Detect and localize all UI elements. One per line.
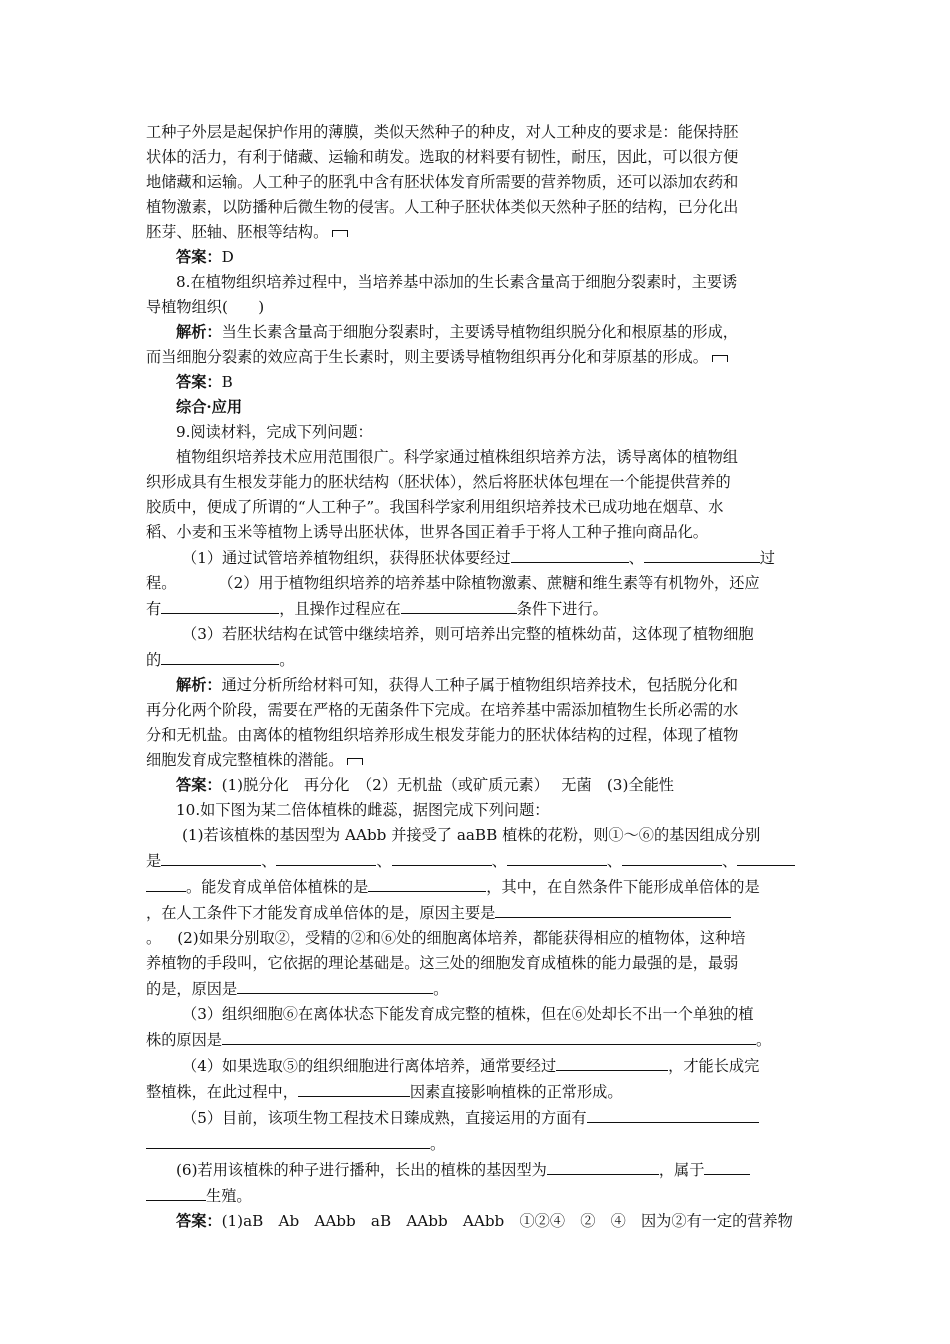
question-9-part-2 bbox=[146, 571, 808, 596]
question-10-part-2-line: 养植物的手段叫，它依据的理论基础是。这三处的细胞发育成植株的能力最强的是，最弱 bbox=[146, 954, 739, 972]
answer-blank[interactable] bbox=[704, 1157, 750, 1175]
answer-blank[interactable] bbox=[737, 848, 795, 866]
question-9-part-3: （3）若胚状结构在试管中继续培养，则可培养出完整的植株幼苗，这体现了植物细胞 bbox=[182, 625, 754, 643]
explanation-label: 解析： bbox=[176, 676, 222, 694]
material-line: 植物组织培养技术应用范围很广。科学家通过植株组织培养方法，诱导离体的植物组 bbox=[176, 448, 738, 466]
question-text: 的 bbox=[146, 651, 162, 669]
question-text: 。 bbox=[146, 929, 162, 947]
question-10-part-2 bbox=[146, 926, 808, 951]
question-10-part-3-line bbox=[146, 1027, 808, 1053]
question-text: 。 bbox=[755, 1031, 772, 1049]
question-9-part-3-line bbox=[146, 647, 808, 673]
answer-blank[interactable] bbox=[495, 900, 731, 918]
answer-value: D bbox=[221, 248, 234, 266]
answer-blank[interactable] bbox=[161, 647, 279, 665]
question-10-part-1-line bbox=[146, 848, 808, 874]
question-text: 。 bbox=[430, 1135, 446, 1153]
answer-blank[interactable] bbox=[547, 1157, 659, 1175]
answer-blank[interactable] bbox=[392, 848, 492, 866]
question-10-part-1: (1)若该植株的基因型为 AAbb 并接受了 aaBB 植株的花粉，则①～⑥的基因组成分别 bbox=[182, 826, 761, 844]
question-text: 整植株，在此过程中， bbox=[146, 1083, 298, 1101]
answer-blank[interactable] bbox=[587, 1105, 759, 1123]
question-text: 。 bbox=[279, 651, 295, 669]
explanation-9 bbox=[146, 673, 808, 698]
question-text: 条件下进行。 bbox=[516, 600, 608, 618]
answer-label: 答案： bbox=[176, 1212, 222, 1230]
question-9-part-1 bbox=[146, 545, 808, 571]
question-10-part-5-line bbox=[146, 1131, 808, 1157]
question-text: 生殖。 bbox=[206, 1187, 252, 1205]
paragraph-line: 地储藏和运输。人工种子的胚乳中含有胚状体发育所需要的营养物质，还可以添加农药和 bbox=[146, 173, 739, 191]
explanation-9-line: 分和无机盐。由离体的植物组织培养形成生根发芽能力的胚状体结构的过程，体现了植物 bbox=[146, 726, 739, 744]
question-text: ，在人工条件下才能发育成单倍体的是，原因主要是 bbox=[146, 904, 496, 922]
explanation-label: 解析： bbox=[176, 323, 222, 341]
answer-blank[interactable] bbox=[276, 848, 376, 866]
answer-blank[interactable] bbox=[556, 1053, 668, 1071]
separator: 、 bbox=[491, 852, 507, 870]
question-10-part-2-line bbox=[146, 976, 808, 1002]
question-10-part-1-line bbox=[146, 874, 808, 900]
answer-blank[interactable] bbox=[644, 545, 760, 563]
explanation-8-line bbox=[146, 345, 808, 370]
section-heading bbox=[146, 395, 808, 420]
question-text: 因素直接影响植株的正常形成。 bbox=[409, 1083, 623, 1101]
section-title: 综合·应用 bbox=[176, 398, 243, 416]
edit-mark-icon bbox=[712, 355, 728, 362]
question-10-part-3: （3）组织细胞⑥在离体状态下能发育成完整的植株，但在⑥处却长不出一个单独的植 bbox=[182, 1005, 754, 1023]
question-text: ，属于 bbox=[658, 1161, 705, 1179]
paragraph-line: 状体的活力，有利于储藏、运输和萌发。选取的材料要有韧性，耐压，因此，可以很方便 bbox=[146, 148, 739, 166]
question-9-part-2-line bbox=[146, 596, 808, 622]
separator: 、 bbox=[606, 852, 622, 870]
answer-8 bbox=[146, 370, 808, 395]
explanation-8 bbox=[146, 320, 808, 345]
question-text: ，且操作过程应在 bbox=[279, 600, 401, 618]
answer-blank[interactable] bbox=[146, 874, 186, 892]
answer-blank[interactable] bbox=[507, 848, 607, 866]
question-8-line: 导植物组织( ) bbox=[146, 298, 265, 316]
question-10-part-6-line bbox=[146, 1183, 808, 1209]
explanation-text: 而当细胞分裂素的效应高于生长素时，则主要诱导植物组织再分化和芽原基的形成。 bbox=[146, 348, 708, 366]
question-10-part-5 bbox=[146, 1105, 808, 1131]
question-text: 株的原因是 bbox=[146, 1031, 222, 1049]
question-10-part-4 bbox=[146, 1053, 808, 1079]
question-9-title: 9.阅读材料，完成下列问题： bbox=[176, 423, 373, 441]
question-text: 。 bbox=[433, 980, 449, 998]
question-8-line: 8.在植物组织培养过程中，当培养基中添加的生长素含量高于细胞分裂素时，主要诱 bbox=[176, 273, 738, 291]
answer-blank[interactable] bbox=[622, 848, 722, 866]
material-line: 稻、小麦和玉米等植物上诱导出胚状体，世界各国正着手于将人工种子推向商品化。 bbox=[146, 523, 708, 541]
question-10-part-4-line bbox=[146, 1079, 808, 1105]
answer-label: 答案： bbox=[176, 373, 222, 391]
answer-blank[interactable] bbox=[368, 874, 486, 892]
answer-label: 答案： bbox=[176, 248, 222, 266]
answer-9 bbox=[146, 773, 808, 798]
edit-mark-icon bbox=[332, 230, 348, 237]
material-line: 胶质中，便成了所谓的“人工种子”。我国科学家利用组织培养技术已成功地在烟草、水 bbox=[146, 498, 724, 516]
answer-blank[interactable] bbox=[146, 1183, 206, 1201]
question-10-title: 10.如下图为某二倍体植株的雌蕊，据图完成下列问题： bbox=[176, 801, 550, 819]
material-line: 织形成具有生根发芽能力的胚状结构（胚状体），然后将胚状体包埋在一个能提供营养的 bbox=[146, 473, 731, 491]
question-10-part-6 bbox=[146, 1157, 808, 1183]
answer-label: 答案： bbox=[176, 776, 222, 794]
question-text: （1）通过试管培养植物组织，获得胚状体要经过 bbox=[182, 549, 511, 567]
explanation-text: 细胞发育成完整植株的潜能。 bbox=[146, 751, 344, 769]
answer-10 bbox=[146, 1209, 808, 1234]
answer-blank[interactable] bbox=[146, 1131, 430, 1149]
question-text: (2)如果分别取②，受精的②和⑥处的细胞离体培养，都能获得相应的植物体，这种培 bbox=[177, 929, 746, 947]
explanation-9-line: 再分化两个阶段，需要在严格的无菌条件下完成。在培养基中需添加植物生长所必需的水 bbox=[146, 701, 739, 719]
answer-blank[interactable] bbox=[222, 1027, 756, 1045]
edit-mark-icon bbox=[347, 758, 363, 765]
answer-7 bbox=[146, 245, 808, 270]
answer-blank[interactable] bbox=[401, 596, 517, 614]
explanation-text: 通过分析所给材料可知，获得人工种子属于植物组织培养技术，包括脱分化和 bbox=[221, 676, 738, 694]
answer-value: (1)脱分化 再分化 （2）无机盐（或矿质元素） 无菌 (3)全能性 bbox=[221, 776, 674, 794]
question-text: 是 bbox=[146, 852, 162, 870]
question-10-part-1-line bbox=[146, 900, 808, 926]
paragraph-line bbox=[146, 220, 808, 245]
question-text: （5）目前，该项生物工程技术日臻成熟，直接运用的方面有 bbox=[182, 1109, 587, 1127]
question-text: （4）如果选取⑤的组织细胞进行离体培养，通常要经过 bbox=[182, 1057, 557, 1075]
paragraph-line: 植物激素，以防播种后微生物的侵害。人工种子胚状体类似天然种子胚的结构，已分化出 bbox=[146, 198, 739, 216]
question-text: (6)若用该植株的种子进行播种，长出的植株的基因型为 bbox=[176, 1161, 547, 1179]
answer-blank[interactable] bbox=[161, 848, 261, 866]
answer-blank[interactable] bbox=[237, 976, 433, 994]
question-text: 过 bbox=[759, 549, 775, 567]
document-body bbox=[146, 120, 808, 1234]
question-text: ，才能长成完 bbox=[668, 1057, 760, 1075]
separator: 、 bbox=[376, 852, 392, 870]
explanation-text: 当生长素含量高于细胞分裂素时，主要诱导植物组织脱分化和根原基的形成， bbox=[221, 323, 738, 341]
explanation-9-line bbox=[146, 748, 808, 773]
separator: 、 bbox=[261, 852, 277, 870]
question-text: （2）用于植物组织培养的培养基中除植物激素、蔗糖和维生素等有机物外，还应 bbox=[218, 574, 760, 592]
question-text: 有 bbox=[146, 600, 162, 618]
answer-value: B bbox=[221, 373, 233, 391]
answer-blank[interactable] bbox=[161, 596, 279, 614]
question-text: 、 bbox=[628, 549, 644, 567]
question-text: 的是，原因是 bbox=[146, 980, 238, 998]
answer-value: (1)aB Ab AAbb aB AAbb AAbb ①②④ ② ④ 因为②有一定的营养物 bbox=[221, 1212, 793, 1230]
question-text: 。能发育成单倍体植株的是 bbox=[186, 878, 369, 896]
question-text: ，其中，在自然条件下能形成单倍体的是 bbox=[486, 878, 760, 896]
answer-blank[interactable] bbox=[298, 1079, 410, 1097]
paragraph-text: 胚芽、胚轴、胚根等结构。 bbox=[146, 223, 329, 241]
paragraph-line: 工种子外层是起保护作用的薄膜，类似天然种子的种皮，对人工种皮的要求是：能保持胚 bbox=[146, 123, 739, 141]
separator: 、 bbox=[721, 852, 738, 870]
question-text: 程。 bbox=[146, 574, 177, 592]
answer-blank[interactable] bbox=[511, 545, 629, 563]
